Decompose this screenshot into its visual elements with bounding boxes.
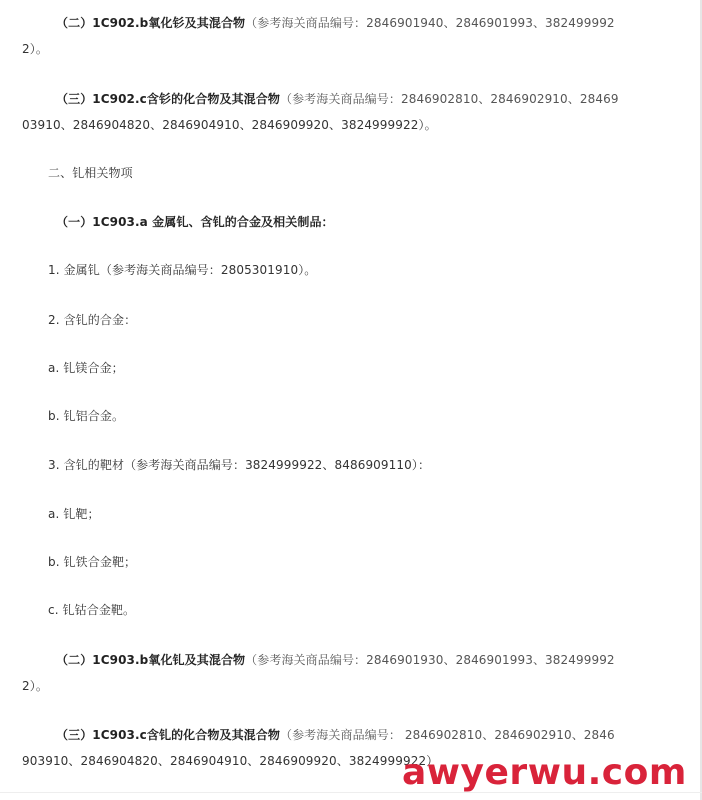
paragraph-samarium-oxide bbox=[56, 15, 615, 31]
subsection-heading-metal-gadolinium: （一）1C903.a 金属钆、含钆的合金及相关制品： bbox=[56, 215, 334, 229]
list-item: b. 钆铝合金。 bbox=[48, 409, 125, 423]
paragraph-heading: （二）1C902.b氧化钐及其混合物 bbox=[56, 16, 246, 30]
list-item: c. 钆钴合金靶。 bbox=[48, 603, 136, 617]
paragraph-continuation: 2）。 bbox=[22, 679, 48, 693]
section-heading-gadolinium: 二、钆相关物项 bbox=[48, 166, 133, 180]
paragraph-continuation: 903910、2846904820、2846904910、2846909920、3824999922） bbox=[22, 754, 439, 768]
list-item: b. 钆铁合金靶； bbox=[48, 555, 137, 569]
paragraph-reference: （参考海关商品编号：2846901940、2846901993、382499992 bbox=[245, 16, 615, 30]
paragraph-gadolinium-oxide bbox=[56, 652, 615, 668]
paragraph-reference: （参考海关商品编号：2846902810、2846902910、28469 bbox=[279, 92, 619, 106]
paragraph-gadolinium-compounds bbox=[56, 727, 615, 743]
paragraph-heading: （三）1C903.c含钆的化合物及其混合物 bbox=[56, 728, 280, 742]
paragraph-continuation: 03910、2846904820、2846904910、2846909920、3824999922）。 bbox=[22, 118, 437, 132]
paragraph-continuation: 2）。 bbox=[22, 42, 48, 56]
list-item: a. 钆靶； bbox=[48, 507, 100, 521]
list-item: 1. 金属钆（参考海关商品编号：2805301910）。 bbox=[48, 263, 317, 277]
list-item: 2. 含钆的合金： bbox=[48, 313, 137, 327]
paragraph-heading: （二）1C903.b氧化钆及其混合物 bbox=[56, 653, 246, 667]
paragraph-reference: （参考海关商品编号： 2846902810、2846902910、2846 bbox=[279, 728, 615, 742]
paragraph-heading: （三）1C902.c含钐的化合物及其混合物 bbox=[56, 92, 280, 106]
watermark-text: awyerwu.com bbox=[402, 752, 687, 793]
paragraph-samarium-compounds bbox=[56, 91, 619, 107]
list-item: 3. 含钆的靶材（参考海关商品编号：3824999922、8486909110）： bbox=[48, 458, 431, 472]
list-item: a. 钆镁合金； bbox=[48, 361, 124, 375]
paragraph-reference: （参考海关商品编号：2846901930、2846901993、382499992 bbox=[245, 653, 615, 667]
